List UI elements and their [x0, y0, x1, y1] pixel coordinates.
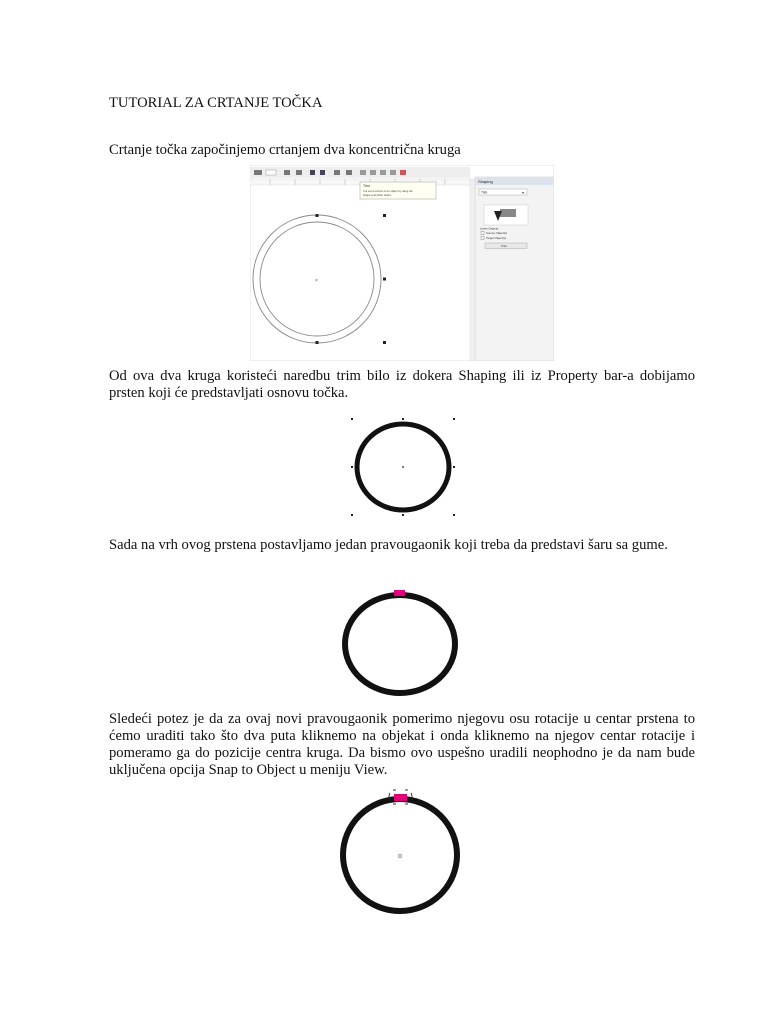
tread-rectangle[interactable]	[394, 794, 407, 801]
target-object-checkbox[interactable]	[481, 237, 484, 240]
paragraph-2: Od ova dva kruga koristeći naredbu trim bilo iz dokera Shaping ili iz Property bar-a dobijamo prsten koji će predstavljati osnovu točka.	[109, 368, 695, 401]
vertical-scrollbar[interactable]	[470, 179, 475, 361]
ring-shape[interactable]	[343, 799, 457, 911]
page-title: TUTORIAL ZA CRTANJE TOČKA	[109, 95, 323, 111]
chevron-down-icon: ▾	[522, 190, 525, 195]
svg-text:Target Object(s): Target Object(s)	[486, 236, 506, 241]
figure-ring-with-rectangle	[340, 586, 460, 698]
svg-text:Trim: Trim	[481, 190, 488, 195]
ring-shape[interactable]	[345, 595, 455, 693]
center-mark: ×	[315, 278, 318, 284]
svg-text:Source Object(s): Source Object(s)	[486, 231, 507, 236]
figure-ring-rotation-center	[338, 786, 462, 916]
paragraph-3: Sada na vrh ovog prstena postavljamo jedan pravougaonik koji treba da predstavi šaru sa gume.	[109, 537, 668, 553]
paragraph-1: Crtanje točka započinjemo crtanjem dva koncentrična kruga	[109, 142, 461, 158]
svg-text:shape of another object.: shape of another object.	[363, 194, 392, 197]
docker-title: Shaping	[478, 179, 493, 184]
center-mark	[402, 466, 404, 468]
trim-tooltip	[360, 182, 436, 199]
figure-ring	[346, 410, 464, 522]
source-object-checkbox[interactable]	[481, 232, 484, 235]
svg-text:Trim: Trim	[363, 184, 370, 188]
figure-concentric-circles-screenshot	[250, 165, 554, 361]
svg-text:Cut out a portion of an object: Cut out a portion of an object by using the	[363, 190, 413, 193]
shaping-docker	[475, 177, 554, 361]
paragraph-4: Sledeći potez je da za ovaj novi pravougaonik pomerimo njegovu osu rotacije u centar prstena to ćemo uraditi tako što dva puta kliknemo na objekat i onda kliknemo na njegov centar rotacije i pomeramo ga do pozicije centra kruga. Da bismo ovo uspešno uradili neophodno je da nam bude uključena opcija Snap to Object u meniju View.	[109, 711, 695, 778]
svg-text:Leave Original:: Leave Original:	[480, 226, 499, 231]
tread-rectangle[interactable]	[394, 590, 405, 596]
svg-text:Trim: Trim	[501, 244, 507, 249]
